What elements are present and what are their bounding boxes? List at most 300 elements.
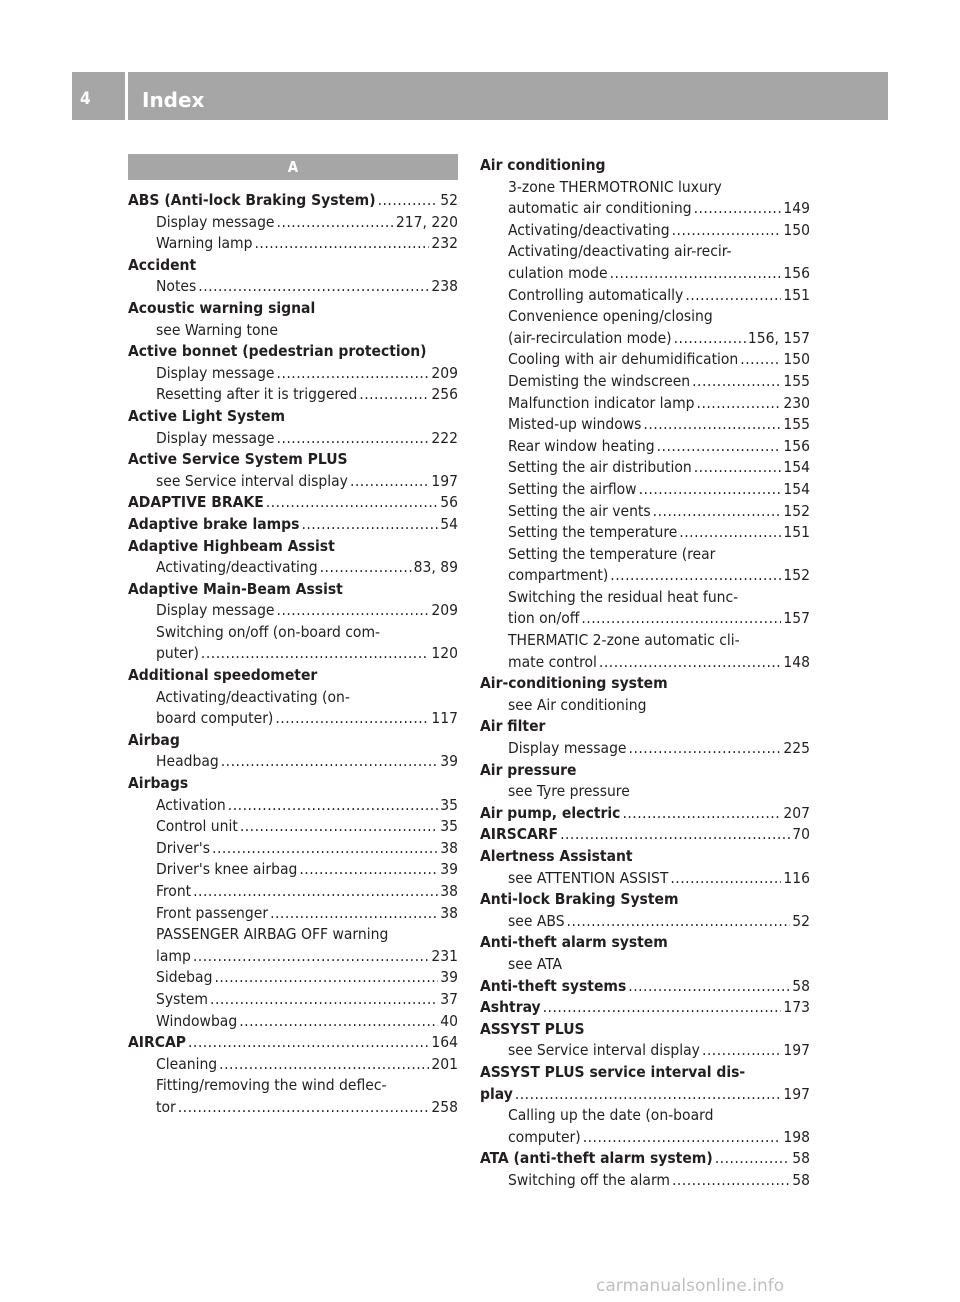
page-reference: 38	[440, 882, 458, 900]
index-subentry	[480, 695, 810, 717]
entry-text: Air filter	[480, 717, 546, 736]
index-entry	[480, 1084, 810, 1106]
index-subentry	[128, 428, 458, 450]
watermark: carmanualsonline.info	[596, 1276, 785, 1296]
entry-text: see Warning tone	[156, 320, 278, 339]
page-reference: 56	[440, 493, 458, 512]
index-subentry	[128, 1054, 458, 1076]
page-reference: 157	[783, 609, 810, 628]
dot-leader	[643, 414, 781, 436]
entry-text: Alertness Assistant	[480, 847, 633, 865]
entry-text: see ATA	[508, 954, 563, 973]
index-subentry	[480, 414, 810, 436]
page-reference: 256	[431, 385, 458, 404]
index-subentry	[128, 924, 458, 946]
index-entry	[480, 155, 810, 177]
entry-text: Active Light System	[128, 406, 286, 425]
index-subentry	[480, 738, 810, 760]
index-subentry	[480, 1170, 810, 1192]
dot-leader	[198, 276, 429, 298]
entry-text: Adaptive brake lamps	[128, 514, 300, 533]
dot-leader	[277, 600, 430, 622]
page-reference: 201	[431, 1054, 458, 1073]
entry-text: Switching on/off (on-board com-	[156, 622, 381, 641]
dot-leader	[299, 859, 438, 881]
index-subentry	[128, 1011, 458, 1033]
entry-text: Cleaning	[156, 1054, 218, 1073]
dot-leader	[228, 795, 438, 817]
entry-text: Airbags	[128, 774, 189, 793]
page-reference: 38	[440, 838, 458, 857]
page-reference: 116	[783, 868, 810, 887]
page-reference: 231	[431, 946, 458, 965]
page-reference: 39	[440, 968, 458, 987]
entry-text: Active bonnet (pedestrian protection)	[128, 342, 427, 361]
entry-text: lamp	[156, 946, 191, 965]
index-subentry	[480, 608, 810, 630]
dot-leader	[599, 652, 781, 674]
entry-text: Switching the residual heat func-	[508, 587, 739, 606]
entry-text: Setting the temperature (rear	[508, 544, 716, 563]
index-subentry	[128, 1075, 458, 1097]
page-reference: 58	[792, 1170, 810, 1189]
entry-text: Activating/deactivating	[156, 558, 318, 577]
page-reference: 70	[792, 825, 810, 844]
dot-leader	[359, 384, 429, 406]
page-reference: 197	[783, 1041, 810, 1060]
index-subentry	[480, 177, 810, 199]
index-subentry	[128, 384, 458, 406]
entry-text: ASSYST PLUS	[480, 1019, 585, 1038]
index-subentry	[480, 328, 810, 350]
page-reference: 155	[783, 415, 810, 434]
dot-leader	[610, 263, 782, 285]
index-subentry	[128, 212, 458, 234]
index-entry	[128, 255, 458, 277]
dot-leader	[674, 328, 746, 350]
dot-leader	[610, 565, 781, 587]
entry-text: puter)	[156, 644, 199, 663]
index-entry	[128, 730, 458, 752]
dot-leader	[567, 911, 791, 933]
page-reference: 150	[783, 350, 810, 369]
index-subentry	[480, 285, 810, 307]
entry-text: Additional speedometer	[128, 666, 318, 685]
entry-text: Demisting the windscreen	[508, 371, 691, 390]
page-reference: 156, 157	[747, 328, 810, 347]
page-reference: 152	[783, 501, 810, 520]
dot-leader	[301, 514, 438, 536]
index-entry	[480, 932, 810, 954]
dot-leader	[193, 881, 438, 903]
page-reference: 258	[431, 1097, 458, 1116]
index-subentry	[480, 1105, 810, 1127]
entry-text: board computer)	[156, 709, 274, 728]
page-reference: 238	[431, 277, 458, 296]
dot-leader	[378, 190, 439, 212]
dot-leader	[350, 471, 429, 493]
index-subentry	[128, 838, 458, 860]
index-entry	[128, 773, 458, 795]
entry-text: AIRCAP	[128, 1033, 186, 1052]
index-subentry	[480, 1040, 810, 1062]
page-reference: 52	[440, 191, 458, 209]
dot-leader	[560, 824, 790, 846]
index-subentry	[128, 320, 458, 342]
entry-text: Anti-lock Braking System	[480, 890, 679, 909]
entry-text: Controlling automatically	[508, 285, 684, 304]
entry-text: Switching off the alarm	[508, 1170, 670, 1189]
page-title: Index	[142, 88, 205, 112]
index-subentry	[128, 903, 458, 925]
dot-leader	[515, 1084, 782, 1106]
index-subentry	[128, 751, 458, 773]
entry-text: tor	[156, 1097, 176, 1116]
entry-text: play	[480, 1084, 513, 1103]
entry-text: Anti-theft systems	[480, 976, 627, 995]
index-subentry	[480, 241, 810, 263]
entry-text: Ashtray	[480, 998, 541, 1017]
index-entry	[128, 1032, 458, 1054]
entry-text: ASSYST PLUS service interval dis-	[480, 1062, 746, 1081]
page-reference: 83, 89	[413, 558, 458, 577]
page-reference: 232	[431, 234, 458, 253]
dot-leader	[212, 838, 438, 860]
index-subentry	[480, 349, 810, 371]
dot-leader	[679, 522, 781, 544]
entry-text: Acoustic warning signal	[128, 298, 316, 317]
dot-leader	[239, 1011, 438, 1033]
entry-text: Notes	[156, 277, 197, 296]
dot-leader	[210, 989, 438, 1011]
dot-leader	[697, 393, 782, 415]
entry-text: Driver's knee airbag	[156, 860, 298, 879]
entry-text: Air pressure	[480, 760, 577, 779]
index-subentry	[128, 363, 458, 385]
entry-text: Display message	[156, 428, 275, 447]
index-entry	[480, 1019, 810, 1041]
dot-leader	[670, 868, 781, 890]
entry-text: computer)	[508, 1127, 581, 1146]
dot-leader	[715, 1148, 791, 1170]
entry-text: automatic air conditioning	[508, 199, 692, 218]
page-reference: 40	[440, 1011, 458, 1030]
entry-text: Control unit	[156, 817, 238, 836]
page-reference: 197	[431, 471, 458, 490]
index-entry	[128, 514, 458, 536]
index-subentry	[128, 687, 458, 709]
entry-text: System	[156, 989, 209, 1008]
index-entry	[480, 716, 810, 738]
index-entry	[480, 976, 810, 998]
entry-text: AIRSCARF	[480, 825, 559, 844]
entry-text: Air pump, electric	[480, 803, 621, 822]
index-subentry	[480, 479, 810, 501]
dot-leader	[694, 457, 782, 479]
page-reference: 209	[431, 601, 458, 620]
entry-text: 3-zone THERMOTRONIC luxury	[508, 177, 722, 196]
page-reference: 39	[440, 752, 458, 771]
entry-text: Anti-theft alarm system	[480, 933, 668, 952]
entry-text: ABS (Anti-lock Braking System)	[128, 191, 376, 209]
index-entry	[128, 579, 458, 601]
dot-leader	[255, 233, 430, 255]
page-reference: 35	[440, 795, 458, 814]
entry-text: see Air conditioning	[508, 695, 647, 714]
index-entry	[480, 760, 810, 782]
dot-leader	[692, 371, 781, 393]
index-subentry	[480, 393, 810, 415]
index-subentry	[128, 989, 458, 1011]
index-entry	[128, 298, 458, 320]
entry-text: Front passenger	[156, 903, 269, 922]
page-reference: 148	[783, 652, 810, 671]
index-column-right	[480, 155, 810, 1192]
index-subentry	[480, 652, 810, 674]
header-separator	[125, 72, 128, 120]
index-subentry	[128, 967, 458, 989]
page-reference: 154	[783, 458, 810, 477]
page-reference: 151	[783, 523, 810, 542]
index-subentry	[128, 600, 458, 622]
page-reference: 58	[792, 976, 810, 995]
index-subentry	[480, 630, 810, 652]
index-subentry	[480, 306, 810, 328]
index-entry	[480, 824, 810, 846]
index-subentry	[128, 708, 458, 730]
page-reference: 198	[783, 1127, 810, 1146]
index-subentry	[128, 859, 458, 881]
entry-text: Display message	[156, 601, 275, 620]
index-subentry	[128, 1097, 458, 1119]
index-subentry	[480, 565, 810, 587]
page-reference: 217, 220	[395, 212, 458, 231]
entry-text: PASSENGER AIRBAG OFF warning	[156, 925, 389, 944]
entry-text: see ATTENTION ASSIST	[508, 868, 669, 887]
entry-text: Rear window heating	[508, 436, 655, 455]
entry-text: Air-conditioning system	[480, 674, 668, 693]
entry-text: Setting the airflow	[508, 479, 637, 498]
page-reference: 197	[783, 1084, 810, 1103]
entry-text: see ABS	[508, 911, 565, 930]
index-subentry	[480, 198, 810, 220]
dot-leader	[740, 349, 781, 371]
index-subentry	[480, 911, 810, 933]
page-reference: 152	[783, 566, 810, 585]
index-entry	[128, 406, 458, 428]
dot-leader	[277, 363, 430, 385]
entry-text: Driver's	[156, 838, 211, 857]
page-reference: 39	[440, 860, 458, 879]
index-entry	[480, 673, 810, 695]
index-subentry	[128, 816, 458, 838]
entry-text: Display message	[156, 363, 275, 382]
index-subentry	[480, 781, 810, 803]
index-subentry	[480, 587, 810, 609]
dot-leader	[628, 976, 790, 998]
dot-leader	[622, 803, 781, 825]
dot-leader	[320, 557, 412, 579]
page-reference: 149	[783, 199, 810, 218]
index-entry	[480, 889, 810, 911]
dot-leader	[219, 1054, 429, 1076]
entry-text: Misted-up windows	[508, 415, 642, 434]
entry-text: ADAPTIVE BRAKE	[128, 493, 264, 512]
index-subentry	[480, 371, 810, 393]
dot-leader	[270, 903, 438, 925]
dot-leader	[214, 967, 438, 989]
index-subentry	[128, 622, 458, 644]
index-entry	[480, 997, 810, 1019]
index-subentry	[480, 544, 810, 566]
entry-text: Fitting/removing the wind deflec-	[156, 1076, 387, 1095]
index-entry	[128, 449, 458, 471]
page-reference: 164	[431, 1033, 458, 1052]
page-reference: 209	[431, 363, 458, 382]
index-entry	[128, 190, 458, 212]
page-reference: 173	[783, 998, 810, 1017]
index-subentry	[480, 220, 810, 242]
entry-text: Malfunction indicator lamp	[508, 393, 695, 412]
entry-text: Headbag	[156, 752, 219, 771]
index-subentry	[128, 795, 458, 817]
dot-leader	[702, 1040, 781, 1062]
index-subentry	[480, 263, 810, 285]
entry-text: Accident	[128, 255, 197, 274]
index-subentry	[480, 457, 810, 479]
entry-text: Activating/deactivating (on-	[156, 687, 350, 706]
dot-leader	[583, 1127, 782, 1149]
entry-text: Display message	[508, 739, 627, 758]
entry-text: mate control	[508, 652, 597, 671]
entry-text: Activating/deactivating	[508, 220, 670, 239]
index-subentry	[128, 557, 458, 579]
dot-leader	[543, 997, 782, 1019]
entry-text: Warning lamp	[156, 234, 253, 253]
entry-text: Active Service System PLUS	[128, 450, 348, 469]
index-subentry	[128, 643, 458, 665]
page-reference: 35	[440, 817, 458, 836]
index-entry	[128, 536, 458, 558]
page-reference: 150	[783, 220, 810, 239]
entry-text: Resetting after it is triggered	[156, 385, 358, 404]
entry-text: Adaptive Highbeam Assist	[128, 536, 335, 555]
dot-leader	[178, 1097, 430, 1119]
page-reference: 37	[440, 989, 458, 1008]
dot-leader	[266, 492, 439, 514]
entry-text: Adaptive Main-Beam Assist	[128, 579, 343, 598]
page-reference: 54	[440, 514, 458, 533]
index-entry	[128, 492, 458, 514]
entry-text: see Tyre pressure	[508, 782, 630, 801]
page-reference: 156	[783, 436, 810, 455]
dot-leader	[193, 946, 430, 968]
dot-leader	[685, 285, 781, 307]
entry-text: culation mode	[508, 263, 608, 282]
page-reference: 58	[792, 1149, 810, 1168]
index-entry	[480, 1148, 810, 1170]
index-subentry	[128, 471, 458, 493]
index-column-left	[128, 190, 458, 1119]
entry-text: Windowbag	[156, 1011, 238, 1030]
dot-leader	[240, 816, 438, 838]
index-entry	[480, 846, 810, 868]
dot-leader	[581, 608, 781, 630]
dot-leader	[672, 220, 782, 242]
index-subentry	[480, 501, 810, 523]
dot-leader	[657, 436, 782, 458]
page-reference: 38	[440, 903, 458, 922]
dot-leader	[275, 708, 429, 730]
page-reference: 225	[783, 739, 810, 758]
index-subentry	[480, 954, 810, 976]
index-subentry	[128, 233, 458, 255]
index-subentry	[128, 276, 458, 298]
entry-text: Activation	[156, 795, 226, 814]
entry-text: Calling up the date (on-board	[508, 1106, 714, 1125]
index-entry	[128, 665, 458, 687]
entry-text: Setting the air distribution	[508, 458, 692, 477]
entry-text: Setting the air vents	[508, 501, 651, 520]
dot-leader	[277, 212, 394, 234]
entry-text: Sidebag	[156, 968, 213, 987]
dot-leader	[201, 643, 429, 665]
index-subentry	[480, 868, 810, 890]
entry-text: see Service interval display	[508, 1041, 700, 1060]
dot-leader	[221, 751, 439, 773]
entry-text: Cooling with air dehumidification	[508, 350, 739, 369]
page-reference: 117	[431, 709, 458, 728]
index-subentry	[128, 946, 458, 968]
section-letter-bar	[128, 154, 458, 180]
entry-text: Activating/deactivating air-recir-	[508, 242, 732, 261]
entry-text: tion on/off	[508, 609, 580, 628]
index-subentry	[480, 1127, 810, 1149]
dot-leader	[672, 1170, 790, 1192]
index-entry	[480, 803, 810, 825]
dot-leader	[639, 479, 782, 501]
entry-text: (air-recirculation mode)	[508, 328, 672, 347]
entry-text: ATA (anti-theft alarm system)	[480, 1149, 713, 1168]
entry-text: THERMATIC 2-zone automatic cli-	[508, 631, 740, 650]
section-letter: A	[287, 158, 299, 176]
page-reference: 222	[431, 428, 458, 447]
index-subentry	[480, 436, 810, 458]
page-reference: 230	[783, 393, 810, 412]
page-reference: 154	[783, 479, 810, 498]
dot-leader	[694, 198, 782, 220]
entry-text: Front	[156, 882, 192, 900]
page-reference: 155	[783, 371, 810, 390]
index-entry	[128, 341, 458, 363]
entry-text: Convenience opening/closing	[508, 307, 713, 326]
page-reference: 156	[783, 263, 810, 282]
entry-text: Setting the temperature	[508, 523, 678, 542]
dot-leader	[629, 738, 782, 760]
entry-text: Air conditioning	[480, 156, 606, 174]
dot-leader	[188, 1032, 429, 1054]
page-reference: 120	[431, 644, 458, 663]
page-number: 4	[80, 89, 91, 109]
page-reference: 52	[792, 911, 810, 930]
entry-text: compartment)	[508, 566, 609, 585]
dot-leader	[277, 428, 430, 450]
page-reference: 151	[783, 285, 810, 304]
page-reference: 207	[783, 803, 810, 822]
entry-text: see Service interval display	[156, 471, 348, 490]
index-subentry	[480, 522, 810, 544]
index-entry	[480, 1062, 810, 1084]
